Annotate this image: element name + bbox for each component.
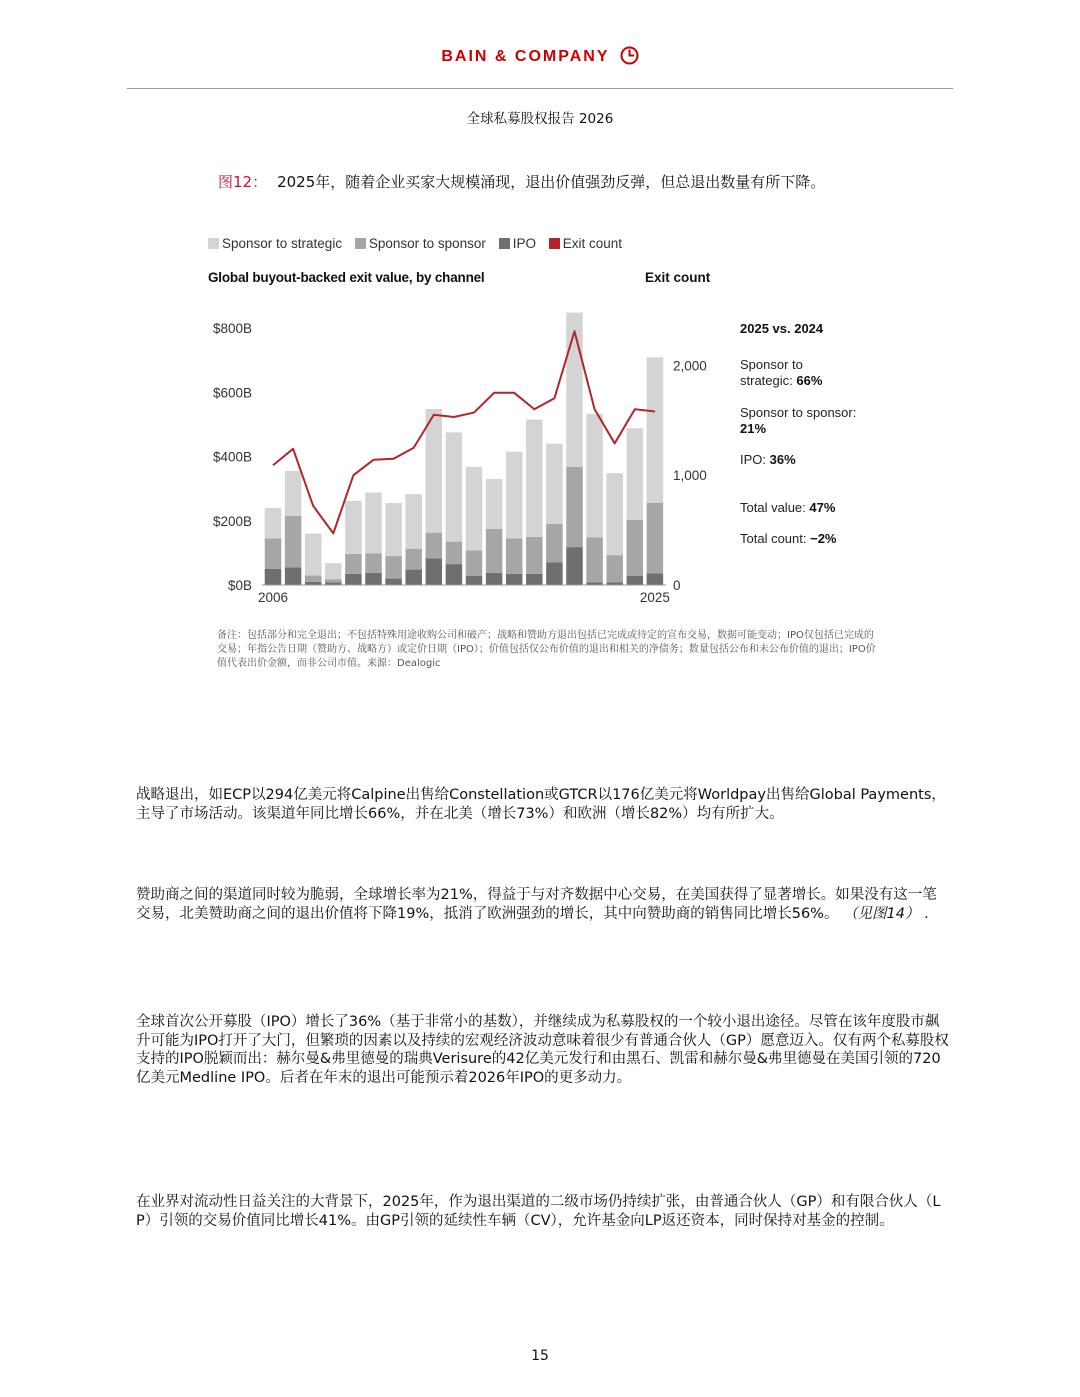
legend-swatch (355, 238, 366, 249)
y2-tick-label: 0 (673, 578, 681, 593)
figure-caption (218, 171, 825, 192)
summary-heading: 2025 vs. 2024 (740, 321, 824, 336)
bar-ipo (466, 576, 483, 585)
summary-value: −2% (810, 531, 837, 546)
bar-ipo (365, 573, 382, 585)
summary-value: 66% (796, 373, 823, 388)
legend-item-sponsor-to-sponsor (355, 236, 486, 251)
bar-sponsor-to-strategic (446, 432, 463, 541)
bar-sponsor-to-sponsor (506, 538, 523, 573)
summary-label: strategic: (740, 373, 797, 388)
bar-sponsor-to-strategic (526, 420, 543, 537)
bar-ipo (285, 567, 302, 585)
figure-number: 图12： (218, 173, 268, 191)
bar-sponsor-to-sponsor (305, 575, 322, 581)
y2-tick-label: 2,000 (673, 358, 707, 374)
bar-ipo (566, 547, 583, 585)
summary-label: Total count: (740, 531, 811, 546)
bar-ipo (385, 579, 402, 585)
figure-caption-text: 2025年，随着企业买家大规模涌现，退出价值强劲反弹，但总退出数量有所下降。 (277, 173, 826, 191)
bar-ipo (647, 573, 664, 585)
bar-ipo (446, 564, 463, 585)
summary-value: 21% (740, 421, 767, 436)
bain-circle-icon (620, 46, 639, 65)
bar-ipo (345, 574, 362, 585)
legend-swatch (208, 238, 219, 249)
legend-item-sponsor-to-strategic (208, 236, 342, 251)
legend-label: Sponsor to sponsor (368, 236, 486, 251)
bar-sponsor-to-strategic (486, 479, 503, 529)
bar-sponsor-to-strategic (647, 357, 664, 503)
bar-sponsor-to-sponsor (285, 516, 302, 567)
summary-total-count (740, 531, 837, 547)
exit-value-chart (200, 300, 730, 620)
legend-item-exit-count (549, 236, 622, 251)
bar-sponsor-to-strategic (285, 471, 302, 516)
bar-sponsor-to-strategic (365, 492, 382, 553)
bar-sponsor-to-sponsor (365, 554, 382, 573)
x-tick-label: 2025 (639, 590, 670, 605)
summary-total-value (740, 500, 835, 516)
figure-reference-link[interactable]: （见图14） (843, 905, 920, 922)
bar-ipo (506, 574, 523, 585)
summary-label: Total value: (740, 500, 810, 515)
bar-sponsor-to-sponsor (486, 529, 503, 573)
bar-sponsor-to-sponsor (426, 533, 443, 559)
bar-sponsor-to-strategic (606, 473, 623, 555)
bar-sponsor-to-strategic (426, 409, 443, 533)
bar-sponsor-to-sponsor (345, 554, 362, 574)
report-title: 全球私募股权报告 2026 (466, 111, 614, 127)
bar-ipo (546, 563, 563, 585)
bar-sponsor-to-sponsor (466, 550, 483, 576)
paragraph-text: . (924, 905, 929, 922)
bar-sponsor-to-sponsor (385, 556, 402, 578)
summary-value: 47% (809, 500, 836, 515)
bar-sponsor-to-sponsor (546, 524, 563, 563)
chart-legend (208, 236, 631, 251)
bar-sponsor-to-strategic (466, 467, 483, 551)
bar-ipo (526, 574, 543, 585)
bar-sponsor-to-strategic (385, 503, 402, 556)
bar-ipo (405, 570, 422, 585)
y-tick-label: $0B (227, 578, 252, 593)
bar-sponsor-to-strategic (265, 508, 282, 539)
bar-ipo (426, 558, 443, 585)
legend-swatch (549, 238, 560, 249)
bar-sponsor-to-strategic (506, 452, 523, 539)
bar-sponsor-to-sponsor (566, 467, 583, 547)
bar-sponsor-to-strategic (566, 313, 583, 467)
bar-sponsor-to-sponsor (606, 555, 623, 582)
bar-sponsor-to-sponsor (265, 538, 282, 569)
chart-title: Global buyout-backed exit value, by channel (208, 270, 485, 285)
paragraph-sponsor-exits (136, 886, 951, 923)
summary-value: 36% (769, 452, 796, 467)
summary-s2st (740, 357, 822, 389)
legend-label: Sponsor to strategic (222, 236, 343, 251)
bar-ipo (265, 569, 282, 585)
legend-label: IPO (512, 236, 536, 251)
paragraph-ipo: 全球首次公开募股（IPO）增长了36%（基于非常小的基数），并继续成为私募股权的一个较小退出途径。尽管在该年度股市飙升可能为IPO打开了大门，但繁琐的因素以及持续的宏观经济波动意味着很少有普通合伙人（GP）愿意迈入。仅有两个私募股权支持的IPO脱颖而出：赫尔曼&弗里德曼的瑞典Verisure的42亿美元发行和由黑石、凯雷和赫尔曼&弗里德曼在美国引领的720亿美元Medline IPO。后者在年末的退出可能预示着2026年IPO的更多动力。 (136, 1014, 949, 1086)
chart-y2-title: Exit count (645, 270, 711, 285)
x-tick-label: 2006 (257, 590, 289, 605)
brand-name: BAIN & COMPANY (441, 48, 610, 65)
brand-logo (0, 46, 1080, 66)
bar-sponsor-to-sponsor (446, 542, 463, 564)
paragraph-text: 赞助商之间的渠道同时较为脆弱，全球增长率为21%，得益于与对齐数据中心交易，在美国获得了显著增长。如果没有这一笔交易，北美赞助商之间的退出价值将下降19%，抵消了欧洲强劲的增长，其中向赞助商的销售同比增长56%。 (136, 887, 937, 922)
bar-sponsor-to-sponsor (647, 503, 664, 574)
summary-ipo (740, 452, 796, 468)
summary-label: IPO: (740, 452, 770, 467)
bar-sponsor-to-sponsor (325, 579, 342, 582)
bar-sponsor-to-strategic (325, 563, 342, 579)
y2-tick-label: 1,000 (673, 468, 707, 484)
summary-s2s (740, 405, 856, 437)
page-number: 15 (531, 1348, 549, 1364)
paragraph-secondaries: 在业界对流动性日益关注的大背景下，2025年，作为退出渠道的二级市场仍持续扩张，由普通合伙人（GP）和有限合伙人（LP）引领的交易价值同比增长41%。由GP引领的延续性车辆（CV），允许基金向LP返还资本，同时保持对基金的控制。 (136, 1194, 941, 1229)
paragraph-strategic-exits: 战略退出，如ECP以294亿美元将Calpine出售给Constellation或GTCR以176亿美元将Worldpay出售给Global Payments，主导了市场活动。该渠道年同比增长66%，并在北美（增长73%）和欧洲（增长82%）均有所扩大。 (136, 787, 946, 822)
bar-sponsor-to-sponsor (586, 537, 603, 582)
y-tick-label: $800B (212, 321, 252, 336)
y-tick-label: $600B (212, 385, 252, 401)
legend-swatch (499, 238, 510, 249)
summary-label: Sponsor to sponsor: (740, 405, 857, 420)
bar-sponsor-to-strategic (345, 501, 362, 554)
y-tick-label: $400B (212, 449, 252, 465)
bar-sponsor-to-strategic (586, 414, 603, 538)
bar-sponsor-to-sponsor (526, 537, 543, 574)
bar-sponsor-to-strategic (627, 428, 644, 520)
bar-sponsor-to-sponsor (627, 520, 644, 576)
bar-sponsor-to-sponsor (405, 549, 422, 570)
header-divider (127, 88, 953, 89)
figure-note: 备注：包括部分和完全退出；不包括特殊用途收购公司和破产；战略和赞助方退出包括已完成或待定的宣布交易，数据可能变动；IPO仅包括已完成的交易；年指公告日期（赞助方、战略方）或定价日期（IPO）；价值包括仅公布价值的退出和相关的净债务；数量包括公布和未公布价值的退出；IPO价值代表出价金额，而非公司市值。来源：Dealogic (217, 630, 876, 669)
bar-ipo (627, 576, 644, 585)
bar-sponsor-to-strategic (405, 494, 422, 549)
y-tick-label: $200B (212, 513, 252, 529)
legend-item-ipo (499, 236, 536, 251)
bar-sponsor-to-strategic (546, 444, 563, 524)
legend-label: Exit count (562, 236, 622, 251)
summary-label: Sponsor to (740, 357, 803, 372)
bar-ipo (486, 573, 503, 585)
bar-sponsor-to-strategic (305, 534, 322, 576)
